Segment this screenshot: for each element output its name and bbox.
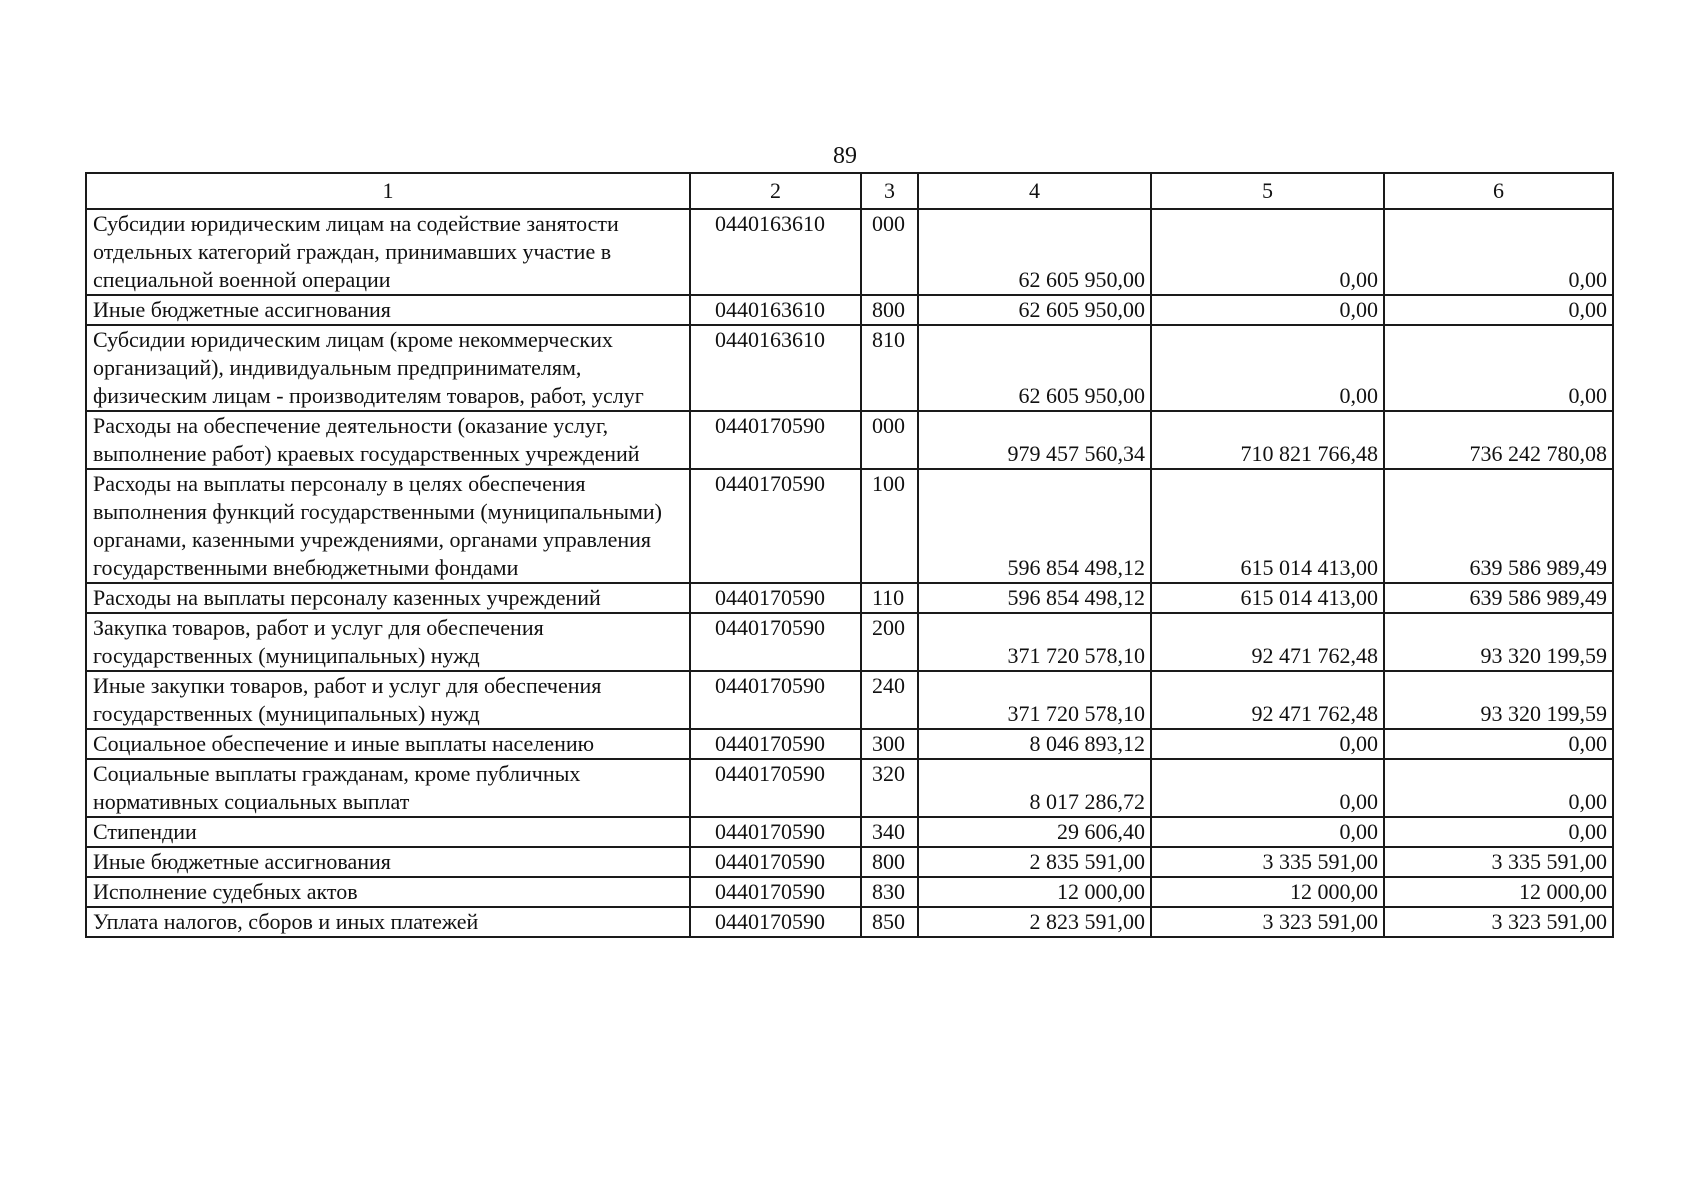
row-expense-kind: 800 <box>861 295 918 325</box>
row-expense-kind: 110 <box>861 583 918 613</box>
row-value-col6: 0,00 <box>1384 729 1613 759</box>
budget-table <box>85 172 1614 938</box>
row-value-col5: 12 000,00 <box>1151 877 1384 907</box>
row-target-code: 0440170590 <box>690 671 861 729</box>
row-value-col5: 0,00 <box>1151 209 1384 295</box>
table-row <box>86 209 1613 295</box>
row-name: Стипендии <box>86 817 690 847</box>
row-value-col5: 92 471 762,48 <box>1151 613 1384 671</box>
row-value-col5: 92 471 762,48 <box>1151 671 1384 729</box>
row-value-col5: 0,00 <box>1151 759 1384 817</box>
row-target-code: 0440170590 <box>690 817 861 847</box>
row-value-col4: 8 046 893,12 <box>918 729 1151 759</box>
row-name: Расходы на обеспечение деятельности (оказание услуг, выполнение работ) краевых государственных учреждений <box>86 411 690 469</box>
row-expense-kind: 300 <box>861 729 918 759</box>
row-target-code: 0440170590 <box>690 469 861 583</box>
row-target-code: 0440163610 <box>690 209 861 295</box>
row-value-col4: 596 854 498,12 <box>918 583 1151 613</box>
table-row <box>86 759 1613 817</box>
row-value-col5: 615 014 413,00 <box>1151 469 1384 583</box>
row-value-col4: 371 720 578,10 <box>918 671 1151 729</box>
page-number: 89 <box>833 143 857 169</box>
row-value-col6: 0,00 <box>1384 209 1613 295</box>
row-value-col4: 596 854 498,12 <box>918 469 1151 583</box>
row-target-code: 0440170590 <box>690 613 861 671</box>
row-value-col6: 639 586 989,49 <box>1384 469 1613 583</box>
row-value-col6: 0,00 <box>1384 817 1613 847</box>
row-target-code: 0440170590 <box>690 907 861 937</box>
row-name: Расходы на выплаты персоналу в целях обеспечения выполнения функций государственными (муниципальными) органами, казенными учреждениями, органами управления государственными внебюджетными фондами <box>86 469 690 583</box>
row-value-col4: 62 605 950,00 <box>918 325 1151 411</box>
row-value-col5: 0,00 <box>1151 729 1384 759</box>
table-row <box>86 411 1613 469</box>
table-row <box>86 877 1613 907</box>
row-name: Субсидии юридическим лицам (кроме некоммерческих организаций), индивидуальным предпринимателям, физическим лицам - производителям товаров, работ, услуг <box>86 325 690 411</box>
column-header: 4 <box>918 173 1151 209</box>
row-expense-kind: 830 <box>861 877 918 907</box>
row-value-col6: 93 320 199,59 <box>1384 613 1613 671</box>
row-value-col4: 979 457 560,34 <box>918 411 1151 469</box>
row-value-col6: 0,00 <box>1384 759 1613 817</box>
row-value-col5: 710 821 766,48 <box>1151 411 1384 469</box>
row-name: Субсидии юридическим лицам на содействие занятости отдельных категорий граждан, принимавших участие в специальной военной операции <box>86 209 690 295</box>
row-value-col5: 3 323 591,00 <box>1151 907 1384 937</box>
row-target-code: 0440163610 <box>690 325 861 411</box>
row-name: Иные бюджетные ассигнования <box>86 295 690 325</box>
row-value-col6: 736 242 780,08 <box>1384 411 1613 469</box>
row-value-col5: 615 014 413,00 <box>1151 583 1384 613</box>
row-name: Социальные выплаты гражданам, кроме публичных нормативных социальных выплат <box>86 759 690 817</box>
row-name: Расходы на выплаты персоналу казенных учреждений <box>86 583 690 613</box>
table-row <box>86 729 1613 759</box>
row-value-col4: 62 605 950,00 <box>918 209 1151 295</box>
row-expense-kind: 000 <box>861 411 918 469</box>
table-row <box>86 325 1613 411</box>
row-value-col6: 12 000,00 <box>1384 877 1613 907</box>
row-name: Исполнение судебных актов <box>86 877 690 907</box>
row-value-col6: 3 323 591,00 <box>1384 907 1613 937</box>
row-expense-kind: 320 <box>861 759 918 817</box>
row-value-col5: 3 335 591,00 <box>1151 847 1384 877</box>
row-target-code: 0440170590 <box>690 411 861 469</box>
row-name: Уплата налогов, сборов и иных платежей <box>86 907 690 937</box>
row-expense-kind: 850 <box>861 907 918 937</box>
table-row <box>86 613 1613 671</box>
row-target-code: 0440170590 <box>690 847 861 877</box>
row-value-col5: 0,00 <box>1151 325 1384 411</box>
row-value-col4: 29 606,40 <box>918 817 1151 847</box>
row-expense-kind: 000 <box>861 209 918 295</box>
row-name: Закупка товаров, работ и услуг для обеспечения государственных (муниципальных) нужд <box>86 613 690 671</box>
row-value-col5: 0,00 <box>1151 295 1384 325</box>
row-value-col4: 12 000,00 <box>918 877 1151 907</box>
row-value-col5: 0,00 <box>1151 817 1384 847</box>
row-expense-kind: 100 <box>861 469 918 583</box>
table-header-row <box>86 173 1613 209</box>
column-header: 3 <box>861 173 918 209</box>
row-value-col6: 93 320 199,59 <box>1384 671 1613 729</box>
row-expense-kind: 240 <box>861 671 918 729</box>
table-row <box>86 583 1613 613</box>
row-value-col6: 3 335 591,00 <box>1384 847 1613 877</box>
table-row <box>86 847 1613 877</box>
row-expense-kind: 800 <box>861 847 918 877</box>
row-target-code: 0440170590 <box>690 729 861 759</box>
row-expense-kind: 810 <box>861 325 918 411</box>
table-row <box>86 295 1613 325</box>
row-value-col6: 0,00 <box>1384 325 1613 411</box>
table-row <box>86 817 1613 847</box>
row-name: Социальное обеспечение и иные выплаты населению <box>86 729 690 759</box>
column-header: 5 <box>1151 173 1384 209</box>
column-header: 6 <box>1384 173 1613 209</box>
row-value-col6: 0,00 <box>1384 295 1613 325</box>
row-target-code: 0440163610 <box>690 295 861 325</box>
table-row <box>86 469 1613 583</box>
row-value-col4: 2 823 591,00 <box>918 907 1151 937</box>
table-row <box>86 671 1613 729</box>
row-value-col4: 2 835 591,00 <box>918 847 1151 877</box>
row-value-col4: 62 605 950,00 <box>918 295 1151 325</box>
row-name: Иные бюджетные ассигнования <box>86 847 690 877</box>
table-row <box>86 907 1613 937</box>
row-name: Иные закупки товаров, работ и услуг для обеспечения государственных (муниципальных) нужд <box>86 671 690 729</box>
row-value-col4: 371 720 578,10 <box>918 613 1151 671</box>
row-target-code: 0440170590 <box>690 583 861 613</box>
row-target-code: 0440170590 <box>690 877 861 907</box>
row-expense-kind: 200 <box>861 613 918 671</box>
row-expense-kind: 340 <box>861 817 918 847</box>
column-header: 1 <box>86 173 690 209</box>
row-target-code: 0440170590 <box>690 759 861 817</box>
row-value-col6: 639 586 989,49 <box>1384 583 1613 613</box>
row-value-col4: 8 017 286,72 <box>918 759 1151 817</box>
column-header: 2 <box>690 173 861 209</box>
